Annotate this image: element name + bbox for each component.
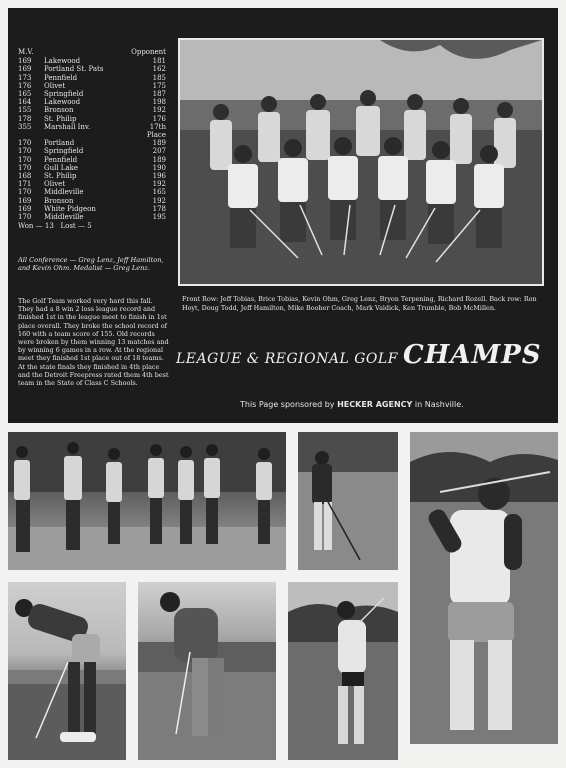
mv-score: 170	[18, 188, 32, 197]
opponent-name: Bronson	[44, 106, 74, 115]
score-row	[18, 156, 166, 164]
mv-score: 170	[18, 163, 32, 172]
team-story: The Golf Team worked very hard this fall. They had a 8 win 2 loss league record and finished 1st in the league meet to finish in 1st place overall. They broke the school record of 160 with a team score of 155. Old records were broken by them winning 13 matches and by winning 6 games in a row. At the regional meet they finished 1st place out of 18 teams. At the state finals they finished in 4th place and the Detroit Freepress rated them 4th best team in the State of Class C Schools.	[18, 297, 169, 388]
opponent-name: Springfield	[44, 90, 84, 99]
score-row	[18, 213, 166, 221]
golfer-followthrough-photo	[288, 582, 398, 760]
mv-score: 164	[18, 98, 32, 107]
golfer-chipping-photo	[8, 582, 126, 760]
gym-group-illustration	[8, 432, 286, 570]
mv-score: 169	[18, 57, 32, 66]
score-row	[18, 205, 166, 213]
sponsor-line	[240, 400, 464, 409]
score-row	[18, 164, 166, 172]
mv-score: 170	[18, 155, 32, 164]
opponent-score: 207	[152, 147, 166, 156]
mv-score: 169	[18, 204, 32, 213]
opponent-score: 185	[152, 73, 166, 82]
mv-score: 178	[18, 114, 32, 123]
golfer-chipping-illustration	[8, 582, 126, 760]
opponent-name: Marshall Inv.	[44, 122, 91, 131]
score-row	[18, 57, 166, 65]
team-photo	[178, 38, 544, 286]
team-photo-illustration	[180, 40, 542, 284]
score-row	[18, 139, 166, 147]
score-row	[18, 115, 166, 123]
mv-score: 169	[18, 196, 32, 205]
opponent-score: 162	[152, 65, 166, 74]
team-photo-caption: Front Row: Jeff Tobias, Brice Tobias, Kevin Ohm, Greg Lenz, Bryon Terpening, Richard Rozell. Back row: Ron Hoyt, Doug Todd, Jeff Hamilton, Mike Booher Coach, Mark Valdick, Ken Trumble, Bob McMillen.	[182, 295, 537, 312]
opponent-score: 165	[152, 188, 166, 197]
opponent-score: 189	[152, 155, 166, 164]
opponent-name: St. Philip	[44, 172, 77, 181]
opponent-name: Pennfield	[44, 73, 78, 82]
opponent-name: Olivet	[44, 81, 66, 90]
opponent-score: 192	[152, 180, 166, 189]
opponent-name: Pennfield	[44, 155, 78, 164]
score-row	[18, 90, 166, 98]
opponent-name: White Pidgeon	[44, 204, 96, 213]
opponent-name: Bronson	[44, 196, 74, 205]
mv-score: 176	[18, 81, 32, 90]
opponent-score: 17th Place	[146, 122, 166, 140]
score-row	[18, 98, 166, 106]
golfer-putting-photo	[298, 432, 398, 570]
gym-group-photo	[8, 432, 286, 570]
opponent-name: Middleville	[44, 213, 84, 222]
opponent-score: 187	[152, 90, 166, 99]
mv-score: 171	[18, 180, 32, 189]
golfer-addressing-illustration	[138, 582, 276, 760]
score-table	[18, 48, 166, 230]
opponent-score: 192	[152, 106, 166, 115]
sponsor-prefix: This Page sponsored by	[240, 400, 335, 409]
opponent-score: 181	[152, 57, 166, 66]
golfer-followthrough-illustration	[288, 582, 398, 760]
score-rows	[18, 57, 166, 221]
score-row	[18, 123, 166, 139]
score-row	[18, 74, 166, 82]
score-table-header	[18, 48, 166, 56]
mv-score: 165	[18, 90, 32, 99]
opponent-score: 178	[152, 204, 166, 213]
opponent-score: 176	[152, 114, 166, 123]
score-row	[18, 172, 166, 180]
opponent-score: 190	[152, 163, 166, 172]
mv-score: 169	[18, 65, 32, 74]
score-row	[18, 106, 166, 114]
mv-score: 173	[18, 73, 32, 82]
opponent-name: Lakewood	[44, 98, 81, 107]
mv-score: 170	[18, 139, 32, 148]
mv-score: 355	[18, 122, 32, 131]
opponent-name: St. Philip	[44, 114, 77, 123]
mv-score: 170	[18, 213, 32, 222]
headline	[176, 340, 548, 370]
opponent-score: 175	[152, 81, 166, 90]
score-row	[18, 188, 166, 196]
opponent-name: Portland St. Pats	[44, 65, 104, 74]
golfer-addressing-photo	[138, 582, 276, 760]
opponent-name: Olivet	[44, 180, 66, 189]
opponent-name: Middleville	[44, 188, 84, 197]
score-row	[18, 197, 166, 205]
opponent-header: Opponent	[131, 48, 166, 56]
all-conference-note: All Conference — Greg Lenz, Jeff Hamilton, and Kevin Ohm. Medalist — Greg Lenz.	[18, 256, 164, 273]
opponent-name: Portland	[44, 139, 75, 148]
mv-header: M.V.	[18, 48, 34, 56]
golfer-putting-illustration	[298, 432, 398, 570]
sponsor-name: HECKER AGENCY	[337, 400, 413, 409]
golfer-swing-illustration	[410, 432, 558, 744]
mv-score: 170	[18, 147, 32, 156]
golfer-swing-photo	[410, 432, 558, 744]
score-row	[18, 180, 166, 188]
headline-champs: CHAMPS	[403, 340, 542, 370]
score-row	[18, 65, 166, 73]
score-row	[18, 147, 166, 155]
season-record: Won — 13 Lost — 5	[18, 222, 92, 231]
opponent-score: 192	[152, 196, 166, 205]
opponent-name: Springfield	[44, 147, 84, 156]
opponent-score: 195	[152, 213, 166, 222]
score-row	[18, 82, 166, 90]
sponsor-suffix: in Nashville.	[414, 400, 464, 409]
opponent-name: Gull Lake	[44, 163, 79, 172]
mv-score: 168	[18, 172, 32, 181]
opponent-score: 196	[152, 172, 166, 181]
opponent-score: 189	[152, 139, 166, 148]
opponent-name: Lakewood	[44, 57, 81, 66]
opponent-score: 198	[152, 98, 166, 107]
mv-score: 155	[18, 106, 32, 115]
headline-part1: LEAGUE & REGIONAL GOLF	[176, 351, 398, 367]
